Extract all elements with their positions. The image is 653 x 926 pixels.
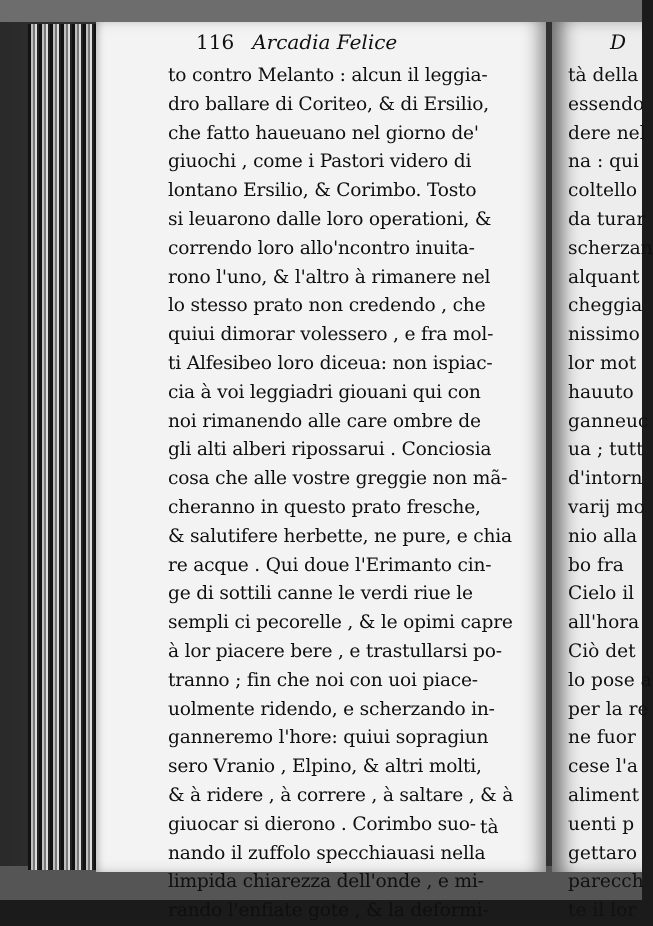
right-text-line: cese l'a <box>568 756 639 778</box>
right-text-line: hauuto <box>568 381 634 403</box>
text-line: nando il zuffolo specchiauasi nella <box>168 842 486 864</box>
right-text-line: da turar <box>568 208 646 230</box>
text-line: cheranno in questo prato fresche, <box>168 496 481 518</box>
text-line: giuocar si dierono . Corimbo suo- <box>168 813 476 835</box>
text-line: ganneremo l'hore: quiui sopragiun <box>168 727 489 749</box>
text-line: rando l'enfiate gote , & la deformi- <box>168 900 489 922</box>
right-text-line: ne fuor <box>568 727 636 749</box>
text-line: sempli ci pecorelle , & le opimi capre <box>168 612 513 634</box>
right-text-line: varij mo <box>568 496 645 518</box>
text-line: lontano Ersilio, & Corimbo. Tosto <box>168 180 477 202</box>
text-line: sero Vranio , Elpino, & altri molti, <box>168 756 482 778</box>
right-text-line: tà della <box>568 65 639 86</box>
right-text-line: gettaro <box>568 842 638 864</box>
right-text-line: alquant <box>568 266 640 288</box>
right-text-line: coltello <box>568 180 638 202</box>
right-text-line: per la re <box>568 698 649 720</box>
right-text-line: essendo <box>568 93 645 115</box>
right-text-line: aliment <box>568 784 640 806</box>
text-line: che fatto haueuano nel giorno de' <box>168 122 479 144</box>
running-head: Arcadia Felice <box>252 30 398 54</box>
right-running-head: D <box>610 30 627 54</box>
right-text-line: lo pose a <box>568 669 652 691</box>
text-line: re acque . Qui doue l'Erimanto cin- <box>168 554 492 576</box>
right-text-line: cheggia <box>568 295 643 317</box>
left-page-text <box>168 62 530 926</box>
text-line: ti Alfesibeo loro diceua: non ispiac- <box>168 352 493 374</box>
right-text-line: d'intorn <box>568 468 643 490</box>
text-line: dro ballare di Coriteo, & di Ersilio, <box>168 93 489 115</box>
right-text-line: all'hora <box>568 612 640 634</box>
right-text-line: bo fra <box>568 554 624 576</box>
text-line: cia à voi leggiadri giouani qui con <box>168 381 481 403</box>
text-line: à lor piacere bere , e trastullarsi po- <box>168 640 502 662</box>
right-text-line: parecch <box>568 871 644 893</box>
text-line: si leuarono dalle loro operationi, & <box>168 208 492 230</box>
right-text-line: nissimo <box>568 324 640 346</box>
page-edges <box>28 24 97 870</box>
right-text-line: Cielo il <box>568 583 635 605</box>
text-line: cosa che alle vostre greggie non mã- <box>168 468 508 490</box>
catchword: tà <box>480 817 499 838</box>
text-line: ge di sottili canne le verdi riue le <box>168 583 473 605</box>
right-text-line: te il lor <box>568 900 637 922</box>
text-line: tranno ; fin che noi con uoi piace- <box>168 669 478 691</box>
right-text-line: ganneuc <box>568 410 649 432</box>
text-line: to contro Melanto : alcun il leggia- <box>168 65 488 86</box>
page-number: 116 <box>196 30 235 54</box>
right-text-line: scherzan <box>568 237 653 259</box>
text-line: noi rimanendo alle care ombre de <box>168 410 481 432</box>
text-line: giuochi , come i Pastori videro di <box>168 151 472 173</box>
text-line: quiui dimorar volessero , e fra mol- <box>168 324 494 346</box>
left-page-header <box>196 30 397 54</box>
right-text-line: na : qui <box>568 151 639 173</box>
text-line: & à ridere , à correre , à saltare , & à <box>168 784 514 806</box>
right-page-text <box>568 62 653 926</box>
text-line: limpida chiarezza dell'onde , e mi- <box>168 871 484 893</box>
right-text-line: lor mot <box>568 352 637 374</box>
right-text-line: uenti p <box>568 813 635 835</box>
right-text-line: nio alla <box>568 525 638 547</box>
text-line: & salutifere herbette, ne pure, e chia <box>168 525 512 547</box>
text-line: gli alti alberi ripossarui . Conciosia <box>168 439 492 461</box>
text-line: correndo loro allo'ncontro inuita- <box>168 237 475 259</box>
right-text-line: ua ; tutt <box>568 439 644 461</box>
right-text-line: dere nel <box>568 122 646 144</box>
text-line: rono l'uno, & l'altro à rimanere nel <box>168 266 491 288</box>
text-line: lo stesso prato non credendo , che <box>168 295 486 317</box>
text-line: uolmente ridendo, e scherzando in- <box>168 698 495 720</box>
top-edge <box>0 0 642 22</box>
right-text-line: Ciò det <box>568 640 636 662</box>
